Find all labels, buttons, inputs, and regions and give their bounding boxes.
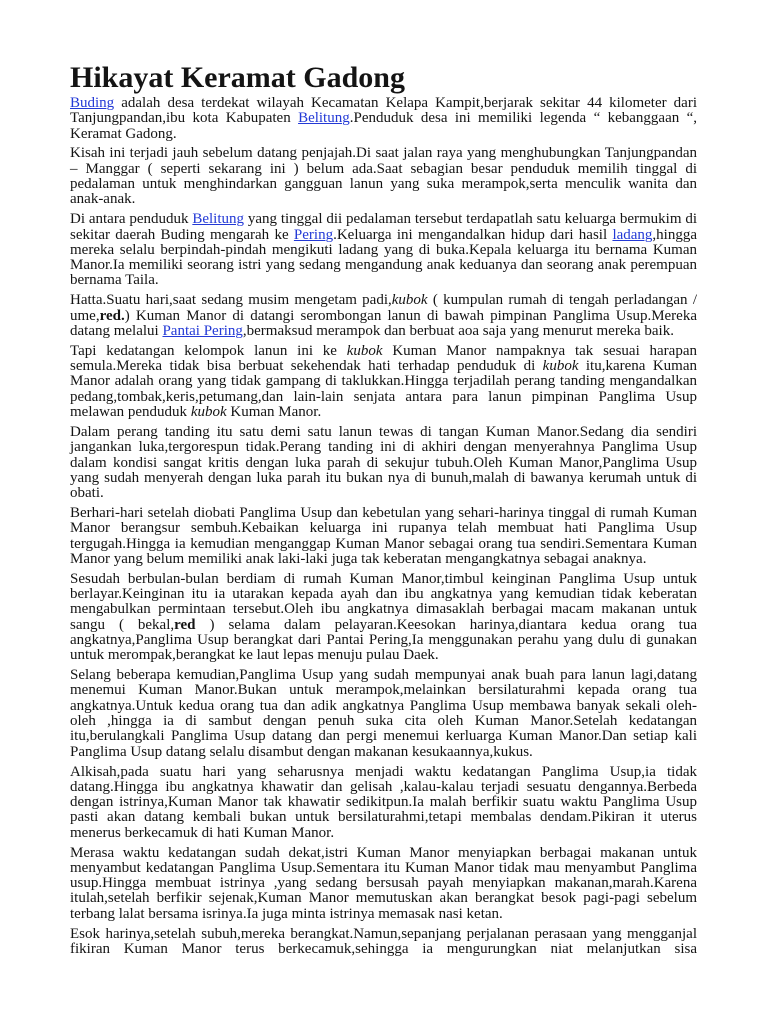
- paragraph-text: Di antara penduduk: [70, 211, 193, 228]
- bold-note-red: red.: [99, 307, 125, 324]
- paragraph: [70, 425, 697, 501]
- paragraph-text: .Penduduk desa ini memiliki legenda “ kebanggaan “, Keramat Gadong.: [70, 110, 697, 142]
- paragraph: [70, 344, 697, 420]
- paragraph: [70, 846, 697, 922]
- paragraph-text: Tapi kedatangan kelompok lanun ini ke: [70, 342, 347, 359]
- paragraph-text: Berhari-hari setelah diobati Panglima Usup dan kebetulan yang sehari-harinya tinggal di rumah Kuman Manor berangsur sembuh.Kebaikan keluarga ini rupanya telah membuat hati Panglima Usup tergugah.Hingga ia kemudian menganggap Kuman Manor sebagai orang tua sendiri.Sementara Kuman Manor yang belum memiliki anak laki-laki juga tak keberatan mengangkatnya sebagai anaknya.: [70, 504, 697, 567]
- paragraph-text: ) Kuman Manor di datangi serombongan lanun di bawah pimpinan Panglima Usup.Mereka datang melalui: [70, 307, 697, 339]
- italic-term-kubok: kubok: [346, 342, 383, 359]
- bold-note-red: red: [174, 616, 196, 633]
- paragraph-text: adalah desa terdekat wilayah Kecamatan Kelapa Kampit,berjarak sekitar 44 kilometer dari Tanjungpandan,ibu kota Kabupaten: [70, 95, 697, 127]
- paragraph: [70, 765, 697, 841]
- italic-term-kubok: kubok: [190, 404, 227, 421]
- paragraph: [70, 927, 697, 958]
- paragraph: [70, 96, 697, 142]
- link-pering[interactable]: Pering: [293, 226, 334, 243]
- link-belitung[interactable]: Belitung: [192, 211, 244, 228]
- paragraph-text: Selang beberapa kemudian,Panglima Usup yang sudah mempunyai anak buah para lanun lagi,datang menemui Kuman Manor.Bukan untuk merampok,melainkan bersilaturahmi kepada orang tua angkatnya.Untuk kedua orang tua dan adik angkatnya Panglima Usup membawa banyak sekali oleh-oleh ,hingga ia di sambut dengan penuh suka cita oleh Kuman Manor.Setelah kedatangan itu,berulangkali Panglima Usup datang dan pergi menemui kerluarga Kuman Manor.Dan setiap kali Panglima Usup datang selalu disambut dengan makanan kesukaannya,kukus.: [70, 667, 697, 760]
- paragraph-text: yang tinggal dii pedalaman tersebut terdapatlah satu keluarga bermukim di sekitar daerah Buding mengarah ke: [70, 211, 697, 243]
- paragraph-text: Dalam perang tanding itu satu demi satu lanun tewas di tangan Kuman Manor.Sedang dia sendiri jangankan luka,tergorespun tidak.Perang tanding ini di akhiri dengan menyerahnya Panglima Usup dalam kondisi sangat kritis dengan luka parah di sekujur tubuh.Oleh Kuman Manor,Panglima Usup yang sudah menyerah dengan luka parah itu bukan nya di bunuh,malah di bawanya kerumah untuk di obati.: [70, 423, 697, 502]
- link-pantai-pering[interactable]: Pantai Pering: [162, 322, 243, 339]
- paragraph: [70, 572, 697, 664]
- link-belitung[interactable]: Belitung: [298, 110, 350, 127]
- paragraph-text: ) selama dalam pelayaran.Keesokan harinya,diantara kedua orang tua angkatnya,Panglima Usup berangkat dari Pantai Pering,Ia menggunakan perahu yang dulu di gunakan untuk merompak,berangkat ke laut lepas menuju pulau Daek.: [70, 616, 697, 664]
- paragraph-text: ,hingga mereka selalu berpindah-pindah mengikuti ladang yang di buka.Kepala keluarga itu bernama Kuman Manor.Ia memiliki seorang istri yang sedang mengandung anak keduanya dan seorang anak perempuan bernama Taila.: [70, 226, 697, 289]
- italic-term-kubok: kubok: [542, 358, 579, 375]
- paragraph: [70, 212, 697, 288]
- paragraph-text: Merasa waktu kedatangan sudah dekat,istri Kuman Manor menyiapkan berbagai makanan untuk menyambut kedatangan Panglima Usup.Sementara itu Kuman Manor tidak mau menyambut Panglima usup.Hingga membuat istrinya ,yang sedang bersusah payah menyiapkan makanan,marah.Karena itulah,setelah berfikir sejenak,Kuman Manor memutuskan akan berangkat besok pagi-pagi sebelum terbang lalat bersama isrinya.Ia juga minta istrinya memasak nasi ketan.: [70, 844, 697, 922]
- paragraph-text: ,bermaksud merampok dan berbuat aoa saja yang menurut mereka baik.: [242, 322, 674, 339]
- link-ladang[interactable]: ladang: [612, 226, 653, 243]
- paragraph-text: Kuman Manor nampaknya tak sesuai harapan semula.Mereka tidak bisa berbuat sekehendak hati terhadap penduduk di: [70, 342, 697, 375]
- paragraph-text: Kuman Manor.: [226, 404, 322, 421]
- paragraph-text: Sesudah berbulan-bulan berdiam di rumah Kuman Manor,timbul keinginan Panglima Usup untuk berlayar.Keinginan itu ia utarakan kepada ayah dan ibu angkatnya yang kemudian tidak keberatan mengabulkan permintaan tersebut.Oleh ibu angkatnya dimasaklah berbagai macam makanan untuk sangu ( bekal,: [70, 570, 697, 633]
- paragraph-text: ( kumpulan rumah di tengah perladangan / ume,: [70, 292, 698, 324]
- page-title: Hikayat Keramat Gadong: [70, 61, 405, 94]
- paragraph-text: .Keluarga ini mengandalkan hidup dari hasil: [333, 226, 613, 243]
- paragraph: [70, 146, 697, 207]
- paragraph: [70, 293, 697, 339]
- paragraph-text: Kisah ini terjadi jauh sebelum datang penjajah.Di saat jalan raya yang menghubungkan Tanjungpandan – Manggar ( seperti sekarang ini ) belum ada.Saat sebagian besar penduduk memilih tinggal di pedalaman untuk menghindarkan gangguan lanun yang suka merampok,serta menculik wanita dan anak-anak.: [70, 145, 697, 208]
- italic-term-kubok: kubok: [391, 292, 428, 309]
- paragraph: [70, 668, 697, 760]
- paragraph-text: Hatta.Suatu hari,saat sedang musim mengetam padi,: [70, 292, 392, 309]
- link-buding[interactable]: Buding: [70, 95, 115, 111]
- paragraph-text: Alkisah,pada suatu hari yang seharusnya menjadi waktu kedatangan Panglima Usup,ia tidak datang.Hingga ibu angkatnya khawatir dan gelisah ,kalau-kalau terjadi sesuatu dengannya.Berbeda dengan istrinya,Kuman Manor tak khawatir sedikitpun.Ia malah berfikir suatu waktu Panglima Usup pasti akan datang kembali bukan untuk bersilaturahmi,tetapi membalas dendam.Pikiran it uterus menerus berkecamuk di hati Kuman Manor.: [70, 763, 697, 841]
- paragraph-text: itu,karena Kuman Manor adalah orang yang tidak gampang di taklukkan.Hingga terjadilah perang tanding mengandalkan pedang,tombak,keris,petumang,dan lain-lain senjata antara para lanun pimpinan Panglima Usup melawan penduduk: [70, 358, 697, 421]
- paragraph: [70, 506, 697, 567]
- paragraph-text: Esok harinya,setelah subuh,mereka berangkat.Namun,sepanjang perjalanan perasaan yang mengganjal fikiran Kuman Manor terus berkecamuk,sehingga ia mengurungkan niat melanjutkan sisa: [70, 925, 697, 957]
